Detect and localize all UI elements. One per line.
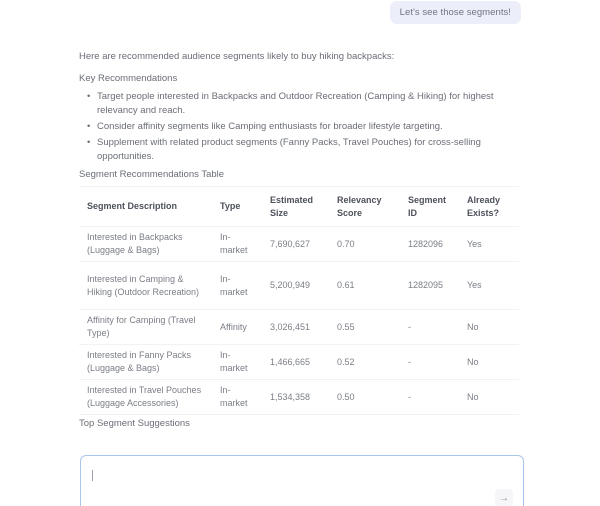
cell-description: Interested in Fanny Packs (Luggage & Bags) — [87, 350, 192, 373]
segment-table — [79, 186, 519, 415]
user-message-bubble: Let's see those segments! — [390, 1, 521, 24]
message-input[interactable] — [80, 455, 524, 506]
cell-description: Interested in Travel Pouches (Luggage Accessories) — [87, 385, 202, 408]
cell-type: In-market — [220, 232, 248, 255]
cell-score: 0.50 — [337, 391, 355, 402]
table-heading: Segment Recommendations Table — [79, 169, 225, 180]
header-type: Type — [220, 201, 241, 211]
recommendations-list — [87, 90, 519, 164]
cell-segment-id: 1282095 — [408, 280, 444, 290]
cell-segment-id: - — [408, 321, 411, 332]
cell-exists: Yes — [467, 280, 482, 290]
key-recommendations-heading: Key Recommendations — [79, 73, 178, 84]
table-header-row — [79, 187, 519, 227]
send-button[interactable] — [495, 489, 513, 506]
text-caret — [92, 470, 93, 481]
cell-score: 0.61 — [337, 280, 355, 290]
cell-score: 0.55 — [337, 321, 355, 332]
cell-size: 7,690,627 — [270, 238, 311, 249]
header-segment-description: Segment Description — [87, 201, 178, 211]
cell-description: Affinity for Camping (Travel Type) — [87, 315, 196, 338]
recommendation-item: • Supplement with related product segments (Fanny Packs, Travel Pouches) for cross-selling opportunities. — [87, 136, 519, 164]
cell-description: Interested in Camping & Hiking (Outdoor Recreation) — [87, 273, 200, 297]
cell-score: 0.70 — [337, 238, 355, 249]
table-row — [79, 227, 519, 262]
header-estimated-size: Estimated Size — [270, 194, 314, 218]
cell-exists: Yes — [467, 238, 482, 249]
assistant-intro: Here are recommended audience segments likely to buy hiking backpacks: — [79, 51, 395, 62]
assistant-message — [79, 50, 519, 415]
cell-exists: No — [467, 391, 479, 402]
cell-size: 1,466,665 — [270, 356, 311, 367]
cell-type: In-market — [220, 350, 248, 373]
table-row — [79, 310, 519, 345]
header-already-exists: Already Exists? — [467, 194, 501, 218]
header-relevancy-score: Relevancy Score — [337, 194, 382, 218]
cell-segment-id: - — [408, 391, 411, 402]
cell-size: 3,026,451 — [270, 321, 311, 332]
cell-exists: No — [467, 356, 479, 367]
cell-type: Affinity — [220, 321, 247, 332]
cell-type: In-market — [220, 385, 248, 408]
recommendation-item: • Consider affinity segments like Camping enthusiasts for broader lifestyle targeting. — [87, 120, 519, 134]
cell-score: 0.52 — [337, 356, 355, 367]
cell-description: Interested in Backpacks (Luggage & Bags) — [87, 232, 183, 255]
header-segment-id: Segment ID — [408, 194, 447, 218]
table-row — [79, 345, 519, 380]
recommendation-item: • Target people interested in Backpacks and Outdoor Recreation (Camping & Hiking) for highest relevancy and reach. — [87, 90, 519, 118]
cell-size: 5,200,949 — [270, 280, 311, 290]
cell-segment-id: - — [408, 356, 411, 367]
cell-exists: No — [467, 321, 479, 332]
cell-size: 1,534,358 — [270, 391, 311, 402]
table-row — [79, 262, 519, 310]
table-row — [79, 380, 519, 415]
top-suggestions-heading: Top Segment Suggestions — [79, 418, 190, 429]
arrow-right-icon: → — [499, 492, 509, 504]
cell-type: In-market — [220, 273, 248, 297]
cell-segment-id: 1282096 — [408, 238, 444, 249]
